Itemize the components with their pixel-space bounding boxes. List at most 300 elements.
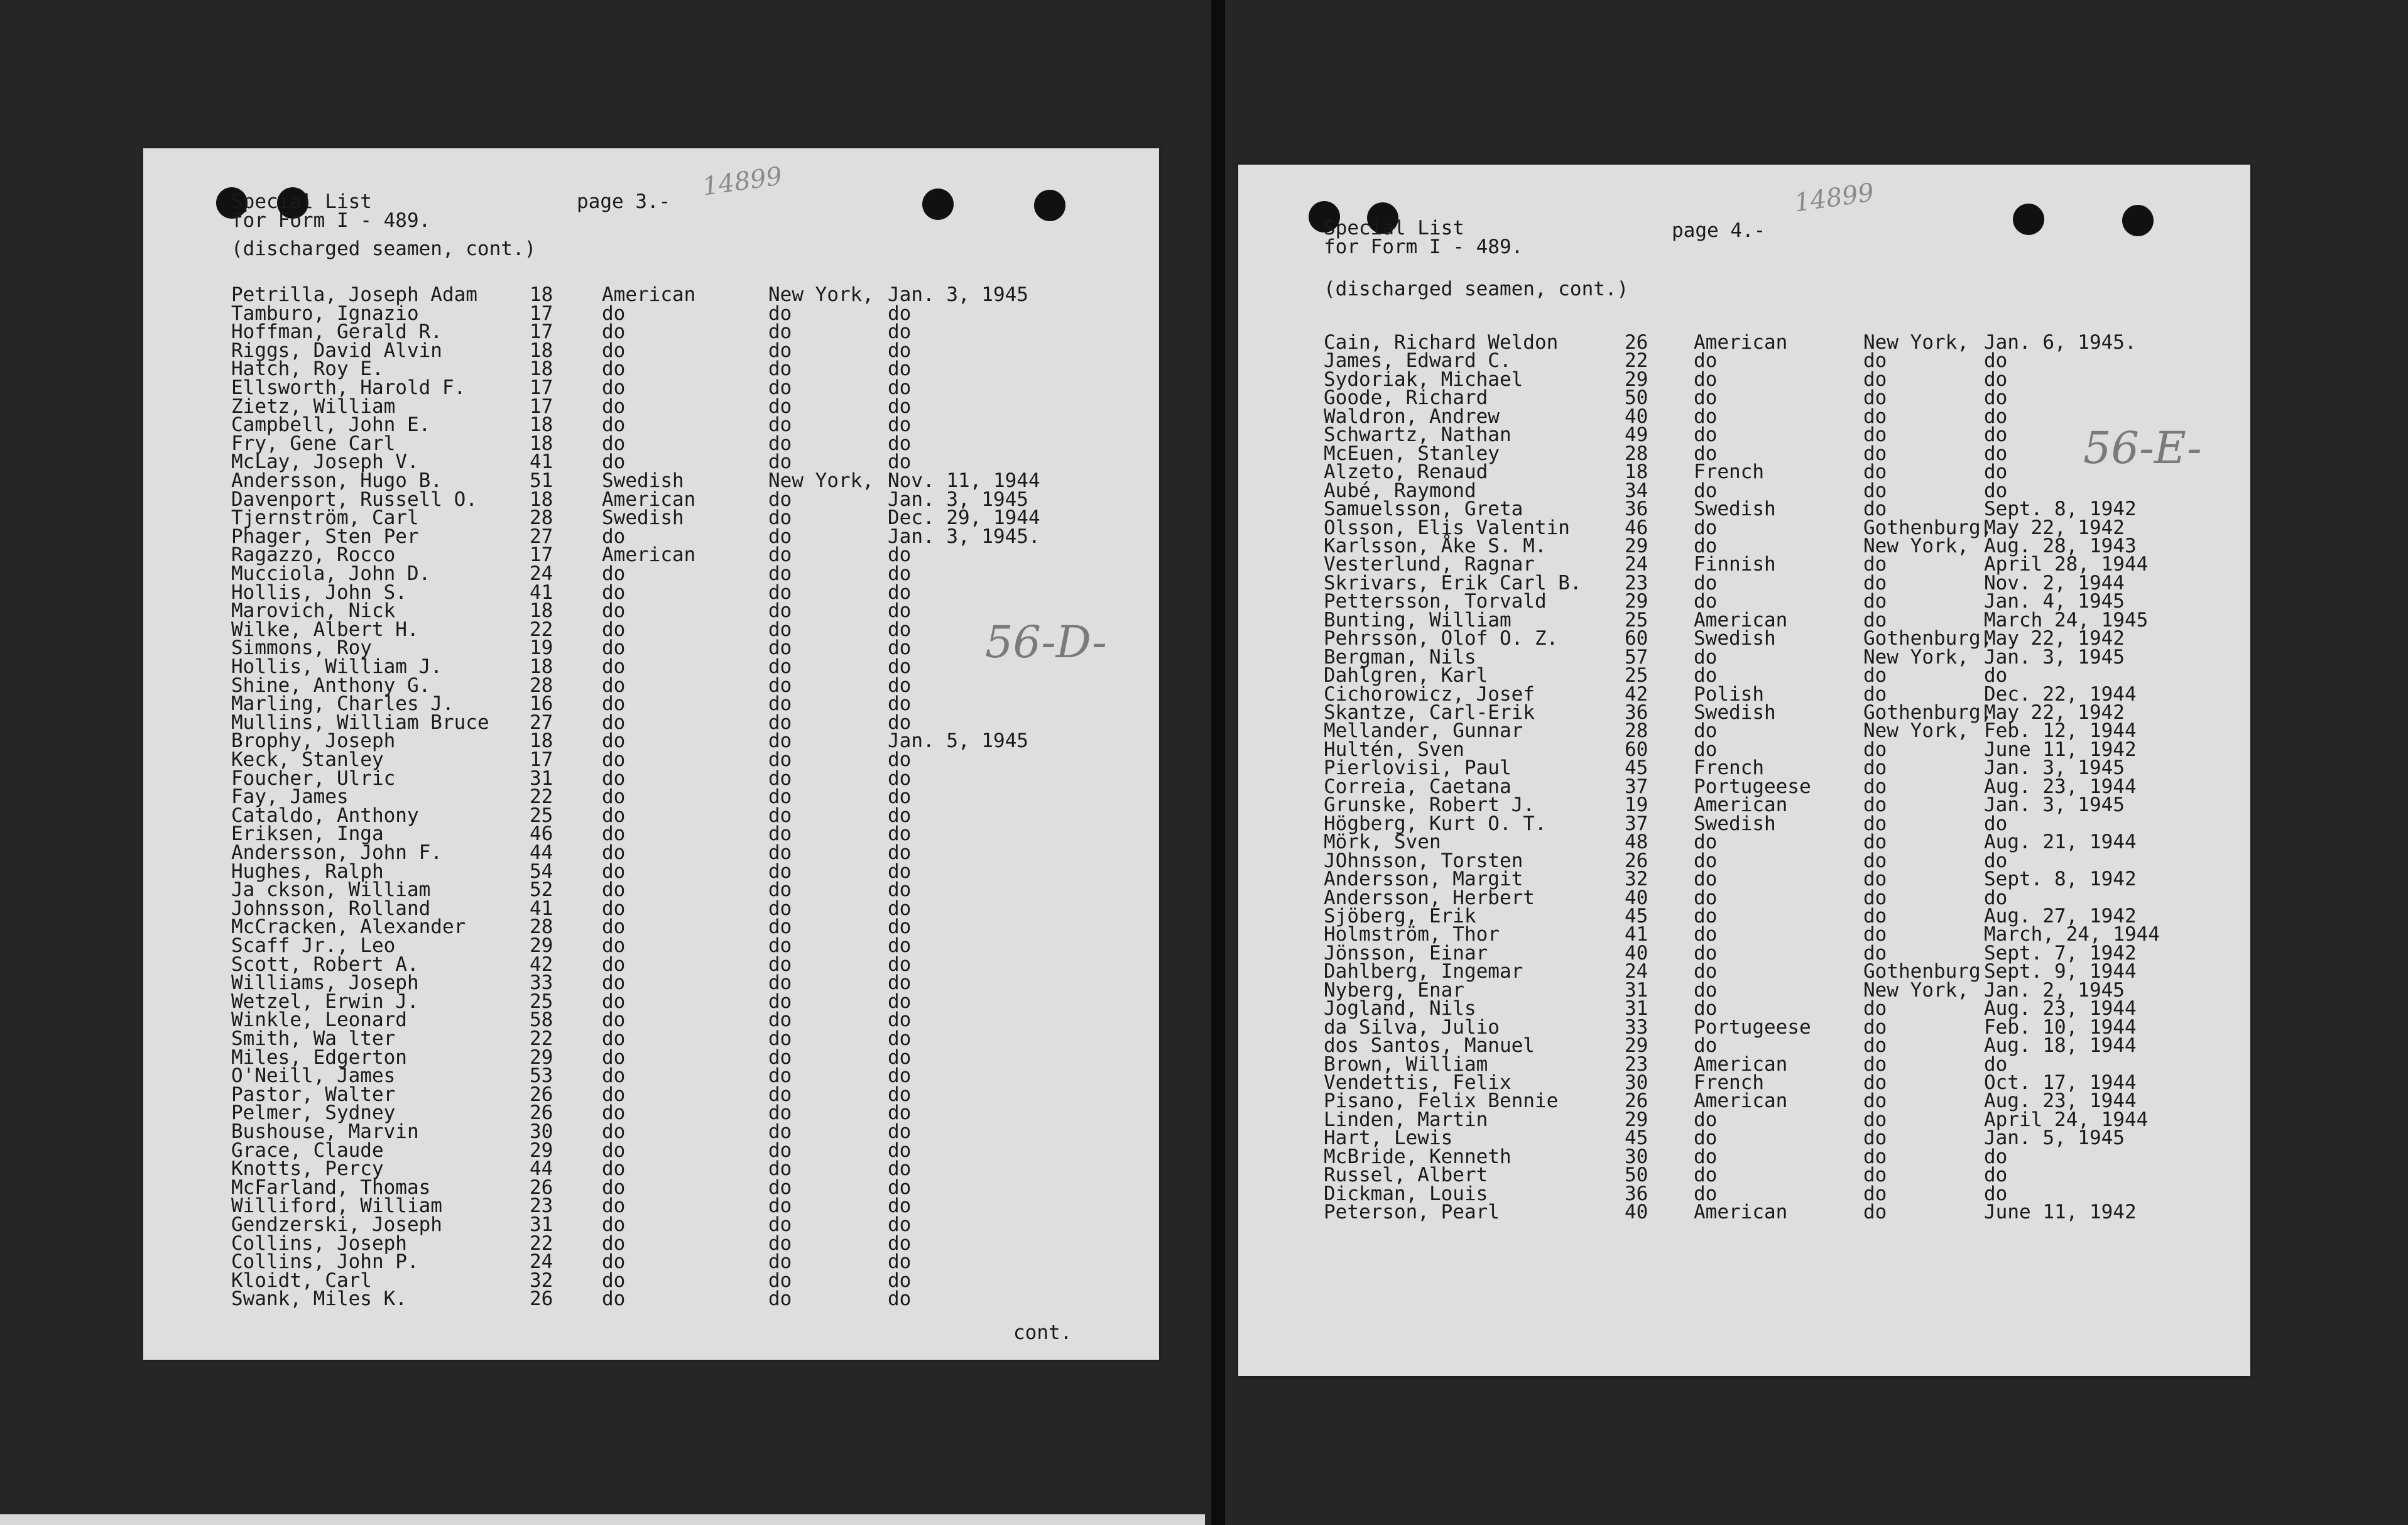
seaman-name: Gendzerski, Joseph — [231, 1213, 442, 1236]
port-of-discharge: do — [768, 655, 792, 678]
seaman-name: Smith, Wa lter — [231, 1027, 396, 1050]
seaman-age: 41 — [530, 581, 553, 604]
seaman-name: Karlsson, Åke S. M. — [1324, 534, 1547, 557]
port-of-discharge: do — [768, 302, 792, 325]
seaman-age: 17 — [530, 395, 553, 418]
seaman-nationality: Swedish — [1694, 627, 1776, 650]
seaman-nationality: do — [602, 302, 626, 325]
seaman-nationality: do — [602, 711, 626, 734]
port-of-discharge: do — [1863, 886, 1887, 909]
seaman-nationality: French — [1694, 461, 1764, 484]
port-of-discharge: do — [768, 395, 792, 418]
table-row — [143, 583, 1159, 602]
seaman-name: Hollis, John S. — [231, 581, 407, 604]
port-of-discharge: do — [1863, 461, 1887, 484]
list-title: Special List — [231, 190, 372, 213]
port-of-discharge: do — [1863, 1052, 1887, 1076]
seaman-name: Cichorowicz, Josef — [1324, 682, 1535, 706]
port-of-discharge: do — [768, 841, 792, 864]
seaman-name: Hughes, Ralph — [231, 860, 384, 883]
seaman-nationality: do — [1694, 645, 1718, 669]
port-of-discharge: do — [1863, 1145, 1887, 1168]
port-of-discharge: do — [768, 953, 792, 976]
seaman-nationality: do — [1694, 941, 1718, 965]
discharge-date: Jan. 3, 1945 — [888, 488, 1028, 511]
seaman-nationality: Polish — [1694, 682, 1764, 706]
seaman-nationality: do — [602, 1287, 626, 1311]
table-row — [143, 1271, 1159, 1290]
seaman-age: 29 — [1625, 1108, 1648, 1131]
seaman-age: 22 — [530, 1027, 553, 1050]
port-of-discharge: do — [768, 1083, 792, 1106]
seaman-name: Linden, Martin — [1324, 1108, 1488, 1131]
discharge-date: do — [888, 1046, 912, 1069]
table-row — [143, 843, 1159, 862]
discharge-date: do — [888, 599, 912, 623]
table-row — [1238, 1034, 2250, 1058]
seaman-nationality: do — [602, 1213, 626, 1236]
table-row — [1238, 629, 2250, 648]
seaman-name: Peterson, Pearl — [1324, 1201, 1500, 1224]
seaman-name: Sydoriak, Michael — [1324, 368, 1523, 391]
seaman-name: Shine, Anthony G. — [231, 674, 431, 697]
seaman-nationality: do — [1694, 849, 1718, 872]
discharge-date: Jan. 3, 1945. — [888, 525, 1040, 548]
seaman-nationality: American — [602, 488, 696, 511]
port-of-discharge: do — [1863, 1090, 1887, 1113]
port-of-discharge: do — [1863, 1034, 1887, 1058]
seaman-age: 26 — [1625, 1090, 1648, 1113]
seaman-age: 28 — [530, 674, 553, 697]
seaman-nationality: French — [1694, 757, 1764, 780]
discharge-date: April 24, 1944 — [1984, 1108, 2149, 1131]
file-number-stamp: 14899 — [1792, 178, 1876, 218]
table-row — [143, 434, 1159, 453]
seaman-age: 18 — [530, 283, 553, 306]
discharge-date: Sept. 7, 1942 — [1984, 941, 2137, 965]
discharge-date: do — [888, 413, 912, 437]
seaman-age: 41 — [530, 451, 553, 474]
seaman-age: 44 — [530, 841, 553, 864]
table-row — [143, 785, 1159, 809]
table-row — [1238, 349, 2250, 373]
seaman-age: 25 — [530, 990, 553, 1013]
table-row — [143, 916, 1159, 939]
seaman-name: Campbell, John E. — [231, 413, 431, 437]
table-row — [1238, 999, 2250, 1018]
seaman-name: Brown, William — [1324, 1052, 1488, 1076]
discharge-date: do — [888, 562, 912, 585]
seaman-name: Williford, William — [231, 1194, 442, 1218]
seaman-age: 29 — [530, 1046, 553, 1069]
seaman-nationality: do — [602, 320, 626, 344]
port-of-discharge: do — [768, 1194, 792, 1218]
table-row — [143, 564, 1159, 583]
handwritten-annotation: 56-D- — [985, 616, 1107, 668]
table-row — [143, 806, 1159, 825]
seaman-nationality: American — [602, 544, 696, 567]
seaman-nationality: do — [1694, 997, 1718, 1020]
seaman-nationality: Portugeese — [1694, 1015, 1811, 1039]
discharge-date: June 11, 1942 — [1984, 738, 2137, 761]
seaman-age: 58 — [530, 1008, 553, 1032]
table-row — [143, 620, 1159, 639]
seaman-nationality: Portugeese — [1694, 775, 1811, 798]
table-row — [143, 769, 1159, 788]
seaman-name: Hultén, Sven — [1324, 738, 1464, 761]
discharge-date: do — [1984, 461, 2008, 484]
seaman-nationality: American — [1694, 794, 1788, 817]
seaman-nationality: American — [1694, 1201, 1788, 1224]
seaman-age: 33 — [530, 971, 553, 995]
seaman-age: 23 — [1625, 1052, 1648, 1076]
discharge-date: do — [888, 878, 912, 902]
seaman-nationality: do — [1694, 1034, 1718, 1058]
table-row — [143, 1048, 1159, 1067]
seaman-nationality: do — [602, 655, 626, 678]
port-of-discharge: do — [768, 1027, 792, 1050]
seaman-nationality: do — [602, 860, 626, 883]
seaman-nationality: do — [602, 1046, 626, 1069]
discharge-date: do — [888, 1008, 912, 1032]
port-of-discharge: do — [1863, 812, 1887, 835]
port-of-discharge: do — [768, 767, 792, 790]
handwritten-annotation: 56-E- — [2083, 422, 2202, 474]
seaman-age: 30 — [1625, 1071, 1648, 1094]
document-page-3 — [143, 148, 1159, 1360]
discharge-date: Aug. 27, 1942 — [1984, 904, 2137, 927]
table-row — [143, 285, 1159, 304]
discharge-date: do — [888, 711, 912, 734]
seaman-nationality: do — [602, 953, 626, 976]
table-row — [143, 899, 1159, 918]
seaman-age: 60 — [1625, 627, 1648, 650]
port-of-discharge: do — [768, 860, 792, 883]
discharge-date: Aug. 23, 1944 — [1984, 997, 2137, 1020]
port-of-discharge: do — [768, 581, 792, 604]
discharge-date: do — [888, 1194, 912, 1218]
discharge-date: do — [888, 897, 912, 920]
seaman-name: Andersson, Hugo B. — [231, 469, 442, 492]
seaman-nationality: do — [602, 1064, 626, 1088]
seaman-nationality: French — [1694, 1071, 1764, 1094]
table-row — [1238, 518, 2250, 537]
form-reference: for Form I - 489. — [231, 209, 431, 232]
seaman-age: 36 — [1625, 701, 1648, 724]
seaman-name: Williams, Joseph — [231, 971, 419, 995]
seaman-age: 51 — [530, 469, 553, 492]
port-of-discharge: do — [768, 544, 792, 567]
seaman-name: McBride, Kenneth — [1324, 1145, 1512, 1168]
seaman-nationality: American — [602, 283, 696, 306]
seaman-age: 17 — [530, 320, 553, 344]
seaman-nationality: Swedish — [602, 506, 684, 530]
seaman-name: Ellsworth, Harold F. — [231, 376, 466, 399]
table-row — [143, 1194, 1159, 1218]
seaman-age: 28 — [1625, 719, 1648, 743]
discharge-date: Oct. 17, 1944 — [1984, 1071, 2137, 1094]
seaman-nationality: do — [602, 562, 626, 585]
port-of-discharge: do — [768, 897, 792, 920]
seaman-age: 27 — [530, 711, 553, 734]
port-of-discharge: do — [1863, 1182, 1887, 1205]
seaman-name: Foucher, Ulric — [231, 767, 396, 790]
seaman-name: Vesterlund, Ragnar — [1324, 553, 1535, 576]
discharge-date: Aug. 23, 1944 — [1984, 1090, 2137, 1113]
discharge-date: do — [888, 1287, 912, 1311]
form-reference: for Form I - 489. — [1324, 236, 1523, 258]
seaman-age: 29 — [530, 1139, 553, 1162]
seaman-name: Collins, Joseph — [231, 1232, 407, 1255]
discharge-date: Nov. 11, 1944 — [888, 469, 1040, 492]
discharge-date: do — [888, 860, 912, 883]
seaman-name: da Silva, Julio — [1324, 1015, 1500, 1039]
seaman-age: 45 — [1625, 1127, 1648, 1150]
port-of-discharge: do — [768, 878, 792, 902]
seaman-name: Ja ckson, William — [231, 878, 431, 902]
seaman-name: James, Edward C. — [1324, 349, 1512, 373]
port-of-discharge: do — [1863, 868, 1887, 891]
port-of-discharge: do — [768, 1232, 792, 1255]
port-of-discharge: do — [768, 730, 792, 753]
port-of-discharge: do — [1863, 590, 1887, 613]
table-row — [143, 1008, 1159, 1032]
table-row — [143, 637, 1159, 660]
seaman-age: 18 — [1625, 461, 1648, 484]
port-of-discharge: New York, — [768, 283, 874, 306]
seaman-nationality: do — [602, 841, 626, 864]
table-row — [143, 676, 1159, 695]
seaman-name: Wilke, Albert H. — [231, 618, 419, 641]
seaman-nationality: do — [602, 1194, 626, 1218]
seaman-age: 28 — [1625, 442, 1648, 465]
port-of-discharge: do — [768, 916, 792, 939]
seaman-nationality: do — [1694, 664, 1718, 687]
port-of-discharge: New York, — [1863, 534, 1969, 557]
discharge-date: do — [1984, 664, 2008, 687]
seaman-age: 25 — [530, 804, 553, 827]
port-of-discharge: do — [768, 1101, 792, 1125]
seaman-name: Mörk, Sven — [1324, 831, 1441, 854]
seaman-nationality: do — [1694, 904, 1718, 927]
seaman-nationality: do — [1694, 424, 1718, 447]
seaman-nationality: do — [602, 395, 626, 418]
port-of-discharge: do — [768, 785, 792, 809]
seaman-nationality: do — [1694, 978, 1718, 1002]
discharge-date: Jan. 2, 1945 — [1984, 978, 2125, 1002]
port-of-discharge: do — [1863, 349, 1887, 373]
seaman-nationality: do — [602, 1232, 626, 1255]
table-row — [143, 397, 1159, 416]
seaman-name: Phager, Sten Per — [231, 525, 419, 548]
port-of-discharge: do — [1863, 479, 1887, 502]
port-of-discharge: do — [768, 1008, 792, 1032]
discharge-date: Sept. 8, 1942 — [1984, 868, 2137, 891]
discharge-date: do — [888, 1083, 912, 1106]
discharge-date: do — [888, 692, 912, 716]
table-row — [143, 1029, 1159, 1048]
seaman-nationality: do — [602, 599, 626, 623]
discharge-date: Jan. 3, 1945 — [1984, 645, 2125, 669]
seaman-age: 24 — [530, 1250, 553, 1274]
table-row — [1238, 424, 2250, 447]
discharge-date: do — [888, 655, 912, 678]
seaman-name: Hatch, Roy E. — [231, 358, 384, 381]
seaman-age: 29 — [1625, 590, 1648, 613]
table-row — [143, 378, 1159, 397]
table-row — [143, 1287, 1159, 1311]
seaman-age: 18 — [530, 730, 553, 753]
seaman-age: 49 — [1625, 424, 1648, 447]
table-row — [1238, 498, 2250, 521]
seaman-name: Knotts, Percy — [231, 1157, 384, 1181]
discharge-date: do — [888, 358, 912, 381]
table-row — [143, 1250, 1159, 1274]
table-row — [143, 506, 1159, 530]
seaman-nationality: do — [1694, 1108, 1718, 1131]
table-row — [1238, 592, 2250, 611]
seaman-age: 40 — [1625, 405, 1648, 428]
seaman-age: 30 — [1625, 1145, 1648, 1168]
seaman-nationality: do — [602, 1176, 626, 1199]
seaman-nationality: do — [602, 674, 626, 697]
seaman-nationality: do — [1694, 923, 1718, 946]
seaman-name: Jönsson, Einar — [1324, 941, 1488, 965]
seaman-age: 40 — [1625, 1201, 1648, 1224]
discharge-date: Dec. 29, 1944 — [888, 506, 1040, 530]
document-page-4 — [1238, 165, 2250, 1376]
punch-hole — [2122, 205, 2154, 236]
discharge-date: do — [888, 990, 912, 1013]
seaman-name: Dickman, Louis — [1324, 1182, 1488, 1205]
seaman-name: Pierlovisi, Paul — [1324, 757, 1512, 780]
seaman-name: Waldron, Andrew — [1324, 405, 1500, 428]
table-row — [143, 451, 1159, 474]
seaman-age: 45 — [1625, 757, 1648, 780]
port-of-discharge: Gothenburg — [1863, 960, 1981, 983]
seaman-name: Winkle, Leonard — [231, 1008, 407, 1032]
seaman-name: Scaff Jr., Leo — [231, 934, 396, 957]
port-of-discharge: do — [1863, 608, 1887, 631]
port-of-discharge: do — [768, 711, 792, 734]
seaman-name: Högberg, Kurt O. T. — [1324, 812, 1547, 835]
seaman-age: 29 — [530, 934, 553, 957]
seaman-age: 26 — [530, 1083, 553, 1106]
seaman-name: Simmons, Roy — [231, 637, 372, 660]
table-row — [1238, 1127, 2250, 1150]
seaman-age: 42 — [530, 953, 553, 976]
seaman-age: 37 — [1625, 775, 1648, 798]
seaman-name: Hollis, William J. — [231, 655, 442, 678]
seaman-name: Sjöberg, Erik — [1324, 904, 1476, 927]
seaman-nationality: do — [602, 1083, 626, 1106]
table-row — [1238, 719, 2250, 743]
seaman-nationality: do — [1694, 479, 1718, 502]
seaman-age: 31 — [1625, 978, 1648, 1002]
discharge-date: do — [1984, 1182, 2008, 1205]
table-row — [1238, 757, 2250, 780]
seaman-nationality: do — [1694, 960, 1718, 983]
table-row — [143, 1064, 1159, 1088]
seaman-age: 24 — [1625, 553, 1648, 576]
discharge-date: do — [1984, 349, 2008, 373]
seaman-name: McLay, Joseph V. — [231, 451, 419, 474]
seaman-name: Marovich, Nick — [231, 599, 396, 623]
seaman-name: Alzeto, Renaud — [1324, 461, 1488, 484]
discharge-date: do — [1984, 386, 2008, 410]
discharge-date: do — [888, 395, 912, 418]
seaman-age: 48 — [1625, 831, 1648, 854]
port-of-discharge: do — [1863, 904, 1887, 927]
discharge-date: May 22, 1942 — [1984, 516, 2125, 539]
port-of-discharge: do — [1863, 849, 1887, 872]
table-row — [1238, 386, 2250, 410]
seaman-name: Schwartz, Nathan — [1324, 424, 1512, 447]
seaman-name: Ragazzo, Rocco — [231, 544, 396, 567]
seaman-age: 36 — [1625, 498, 1648, 521]
seaman-nationality: do — [602, 1157, 626, 1181]
table-row — [1238, 794, 2250, 817]
discharge-date: do — [888, 376, 912, 399]
page-number: page 3.- — [577, 190, 671, 213]
seaman-name: Brophy, Joseph — [231, 730, 396, 753]
seaman-name: Fry, Gene Carl — [231, 432, 396, 455]
discharge-date: do — [1984, 1052, 2008, 1076]
port-of-discharge: do — [768, 320, 792, 344]
seaman-age: 53 — [530, 1064, 553, 1088]
discharge-date: do — [888, 432, 912, 455]
seaman-nationality: do — [1694, 516, 1718, 539]
seaman-nationality: do — [1694, 571, 1718, 594]
seaman-nationality: do — [1694, 534, 1718, 557]
seaman-name: Grunske, Robert J. — [1324, 794, 1535, 817]
seaman-nationality: do — [602, 971, 626, 995]
seaman-name: Johnsson, Rolland — [231, 897, 431, 920]
seaman-nationality: do — [602, 916, 626, 939]
seaman-name: O'Neill, James — [231, 1064, 396, 1088]
seaman-name: Marling, Charles J. — [231, 692, 454, 716]
seaman-age: 18 — [530, 413, 553, 437]
seaman-age: 18 — [530, 358, 553, 381]
port-of-discharge: do — [1863, 1108, 1887, 1131]
seaman-age: 24 — [1625, 960, 1648, 983]
seaman-age: 27 — [530, 525, 553, 548]
seaman-name: Dahlgren, Karl — [1324, 664, 1488, 687]
seaman-name: Mullins, William Bruce — [231, 711, 489, 734]
discharge-date: Jan. 3, 1945 — [1984, 757, 2125, 780]
seaman-name: Pisano, Felix Bennie — [1324, 1090, 1559, 1113]
table-row — [1238, 666, 2250, 685]
discharge-date: do — [888, 637, 912, 660]
seaman-age: 29 — [1625, 1034, 1648, 1058]
scanner-edge — [0, 1514, 1205, 1525]
seaman-nationality: do — [1694, 831, 1718, 854]
seaman-name: Jogland, Nils — [1324, 997, 1476, 1020]
seaman-name: Kloidt, Carl — [231, 1269, 372, 1292]
discharge-date: do — [888, 823, 912, 846]
seaman-age: 23 — [1625, 571, 1648, 594]
discharge-date: do — [888, 339, 912, 362]
seaman-nationality: do — [602, 785, 626, 809]
table-row — [143, 490, 1159, 509]
seaman-nationality: do — [602, 823, 626, 846]
seaman-age: 31 — [530, 1213, 553, 1236]
table-row — [1238, 1090, 2250, 1113]
table-row — [1238, 1203, 2250, 1222]
discharge-date: do — [888, 934, 912, 957]
discharge-date: do — [888, 1027, 912, 1050]
seaman-age: 34 — [1625, 479, 1648, 502]
